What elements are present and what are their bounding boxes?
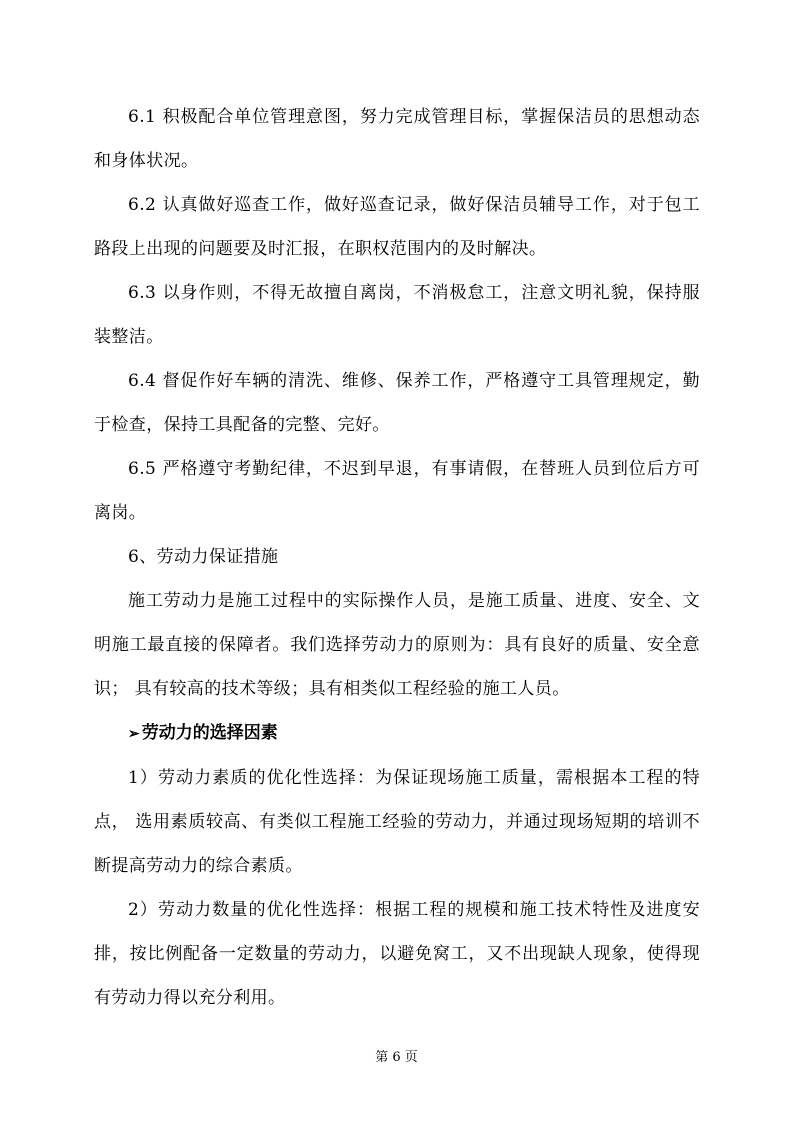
paragraph-quality-selection: 1）劳动力素质的优化性选择：为保证现场施工质量，需根据本工程的特点， 选用素质较高、有类似工程施工经验的劳动力，并通过现场短期的培训不断提高劳动力的综合素质。: [94, 768, 700, 876]
paragraph-6-2: 6.2 认真做好巡查工作，做好巡查记录，做好保洁员辅导工作，对于包工路段上出现的问题要及时汇报，在职权范围内的及时解决。: [94, 195, 700, 259]
paragraph-6-1: 6.1 积极配合单位管理意图，努力完成管理目标，掌握保洁员的思想动态和身体状况。: [94, 107, 700, 171]
section-title-labor: 6、劳动力保证措施: [128, 547, 279, 567]
subheading-labor-selection: [94, 711, 700, 756]
paragraph-6-5: 6.5 严格遵守考勤纪律，不迟到早退，有事请假，在替班人员到位后方可离岗。: [94, 459, 700, 523]
paragraph-labor-intro: 施工劳动力是施工过程中的实际操作人员，是施工质量、进度、安全、文明施工最直接的保障者。我们选择劳动力的原则为：具有良好的质量、安全意识； 具有较高的技术等级；具有相类似工程经验的施工人员。: [94, 591, 700, 699]
document-body: [94, 95, 700, 1020]
paragraph-6-4: 6.4 督促作好车辆的清洗、维修、保养工作，严格遵守工具管理规定，勤于检查，保持工具配备的完整、完好。: [94, 371, 700, 435]
paragraph-quantity-selection: 2）劳动力数量的优化性选择：根据工程的规模和施工技术特性及进度安排，按比例配备一定数量的劳动力，以避免窝工，又不出现缺人现象，使得现有劳动力得以充分利用。: [94, 900, 700, 1008]
page-number: 第 6 页: [375, 1050, 418, 1065]
subheading-text: 劳动力的选择因素: [141, 723, 278, 743]
arrow-bullet-icon: ➢: [128, 726, 140, 742]
paragraph-6-3: 6.3 以身作则，不得无故擅自离岗，不消极怠工，注意文明礼貌，保持服装整洁。: [94, 283, 700, 347]
